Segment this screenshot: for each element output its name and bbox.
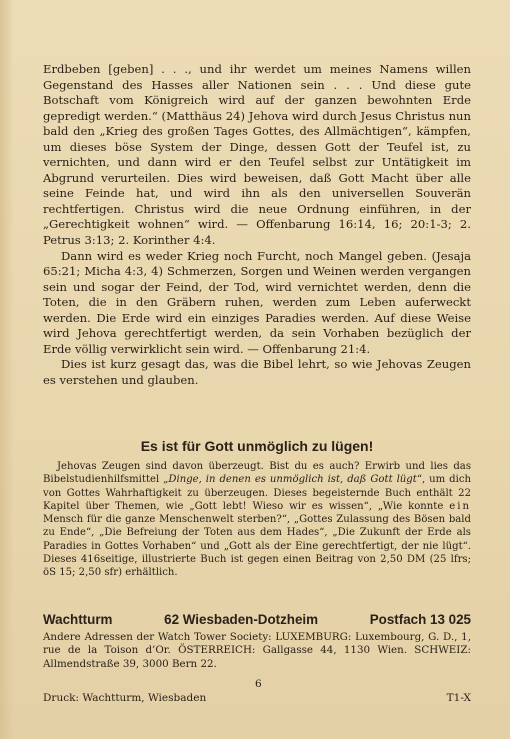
paragraph-1: Erdbeben [geben] . . ., und ihr werdet um meines Namens willen Gegenstand des Hasses aller Nationen sein . . . Und diese gute Botschaft vom Königreich wird auf der ganzen bewohnten Erde gepredigt werden.“ (Matthäus 24) Jehova wird durch Jesus Christus nun bald den „Krieg des großen Tages Gottes, des Allmächtigen“, kämpfen, um dieses böse System der Dinge, dessen Gott der Teufel ist, zu vernichten, und dann wird er den Teufel selbst zur Untätigkeit im Abgrund verurteilen. Dies wird beweisen, daß Gott Macht über alle seine Feinde hat, und wird ihn als den universellen Souverän rechtfertigen. Christus wird die neue Ordnung einführen, in der „Gerechtigkeit wohnen“ wird. — Offenbarung 16:14, 16; 20:1-3; 2. Petrus 3:13; 2. Korinther 4:4. [43, 62, 471, 248]
section-heading: Es ist für Gott unmöglich zu lügen! [140, 438, 374, 454]
publisher-name: Wachtturm [43, 612, 113, 627]
book-title: Dinge, in denen es unmöglich ist, daß Gott lügt [168, 474, 417, 486]
main-text [43, 62, 471, 388]
publisher-address-line [43, 612, 471, 627]
offer-text-3: Mensch für die ganze Menschenwelt sterben?“, „Gottes Zulassung des Bösen bald zu Ende“, „Die Befreiung der Toten aus dem Hades“, „Die Zukunft der Erde als Paradies in Gottes Vorhaben“ und „Gott als der Eine gerechtfertigt, der nie lügt“. Dieses 416seitige, illustrierte Buch ist gegen einen Beitrag von 2,50 DM (25 lfrs; öS 15; 2,50 sfr) erhältlich. [43, 514, 471, 579]
other-addresses: Andere Adressen der Watch Tower Society: LUXEMBURG: Luxembourg, G. D., 1, rue de la Toison d’Or. ÖSTERREICH: Gallgasse 44, 1130 Wien. SCHWEIZ: Allmendstraße 39, 3000 Bern 22. [43, 631, 471, 670]
tract-code: T1-X [446, 692, 471, 704]
paragraph-3: Dies ist kurz gesagt das, was die Bibel lehrt, so wie Jehovas Zeugen es verstehen und glauben. [43, 357, 471, 387]
book-offer [43, 460, 471, 580]
paragraph-2: Dann wird es weder Krieg noch Furcht, noch Mangel geben. (Jesaja 65:21; Micha 4:3, 4) Schmerzen, Sorgen und Weinen werden vergangen sein und sogar der Feind, der Tod, wird vernichtet werden, denn die Toten, die in den Gräbern ruhen, werden zum Leben auferweckt werden. Die Erde wird ein einziges Paradies werden. Auf diese Weise wird Jehova gerechtfertigt werden, da sein Vorhaben bezüglich der Erde völlig verwirklicht sein wird. — Offenbarung 21:4. [43, 248, 471, 356]
printer-credit: Druck: Wachtturm, Wiesbaden [43, 692, 207, 704]
offer-spaced-word: ein [449, 500, 471, 512]
page-number: 6 [255, 678, 262, 690]
publisher-city: 62 Wiesbaden-Dotzheim [164, 612, 319, 627]
publisher-postbox: Postfach 13 025 [369, 612, 471, 627]
footer [43, 692, 471, 704]
offer-text-1: Jehovas Zeugen sind davon überzeugt. Bist du es auch? Erwirb und lies das Bibelstudienhilfsmittel „ [43, 461, 471, 486]
offer-text-2: “, um dich von Gottes Wahrhaftigkeit zu überzeugen. Dieses begeisterndе Buch enthält 22 Kapitel über Themen, wie „Gott lebt! Wieso wir es wissen“, „Wie konnte [43, 474, 472, 512]
book-offer-paragraph [43, 460, 471, 580]
